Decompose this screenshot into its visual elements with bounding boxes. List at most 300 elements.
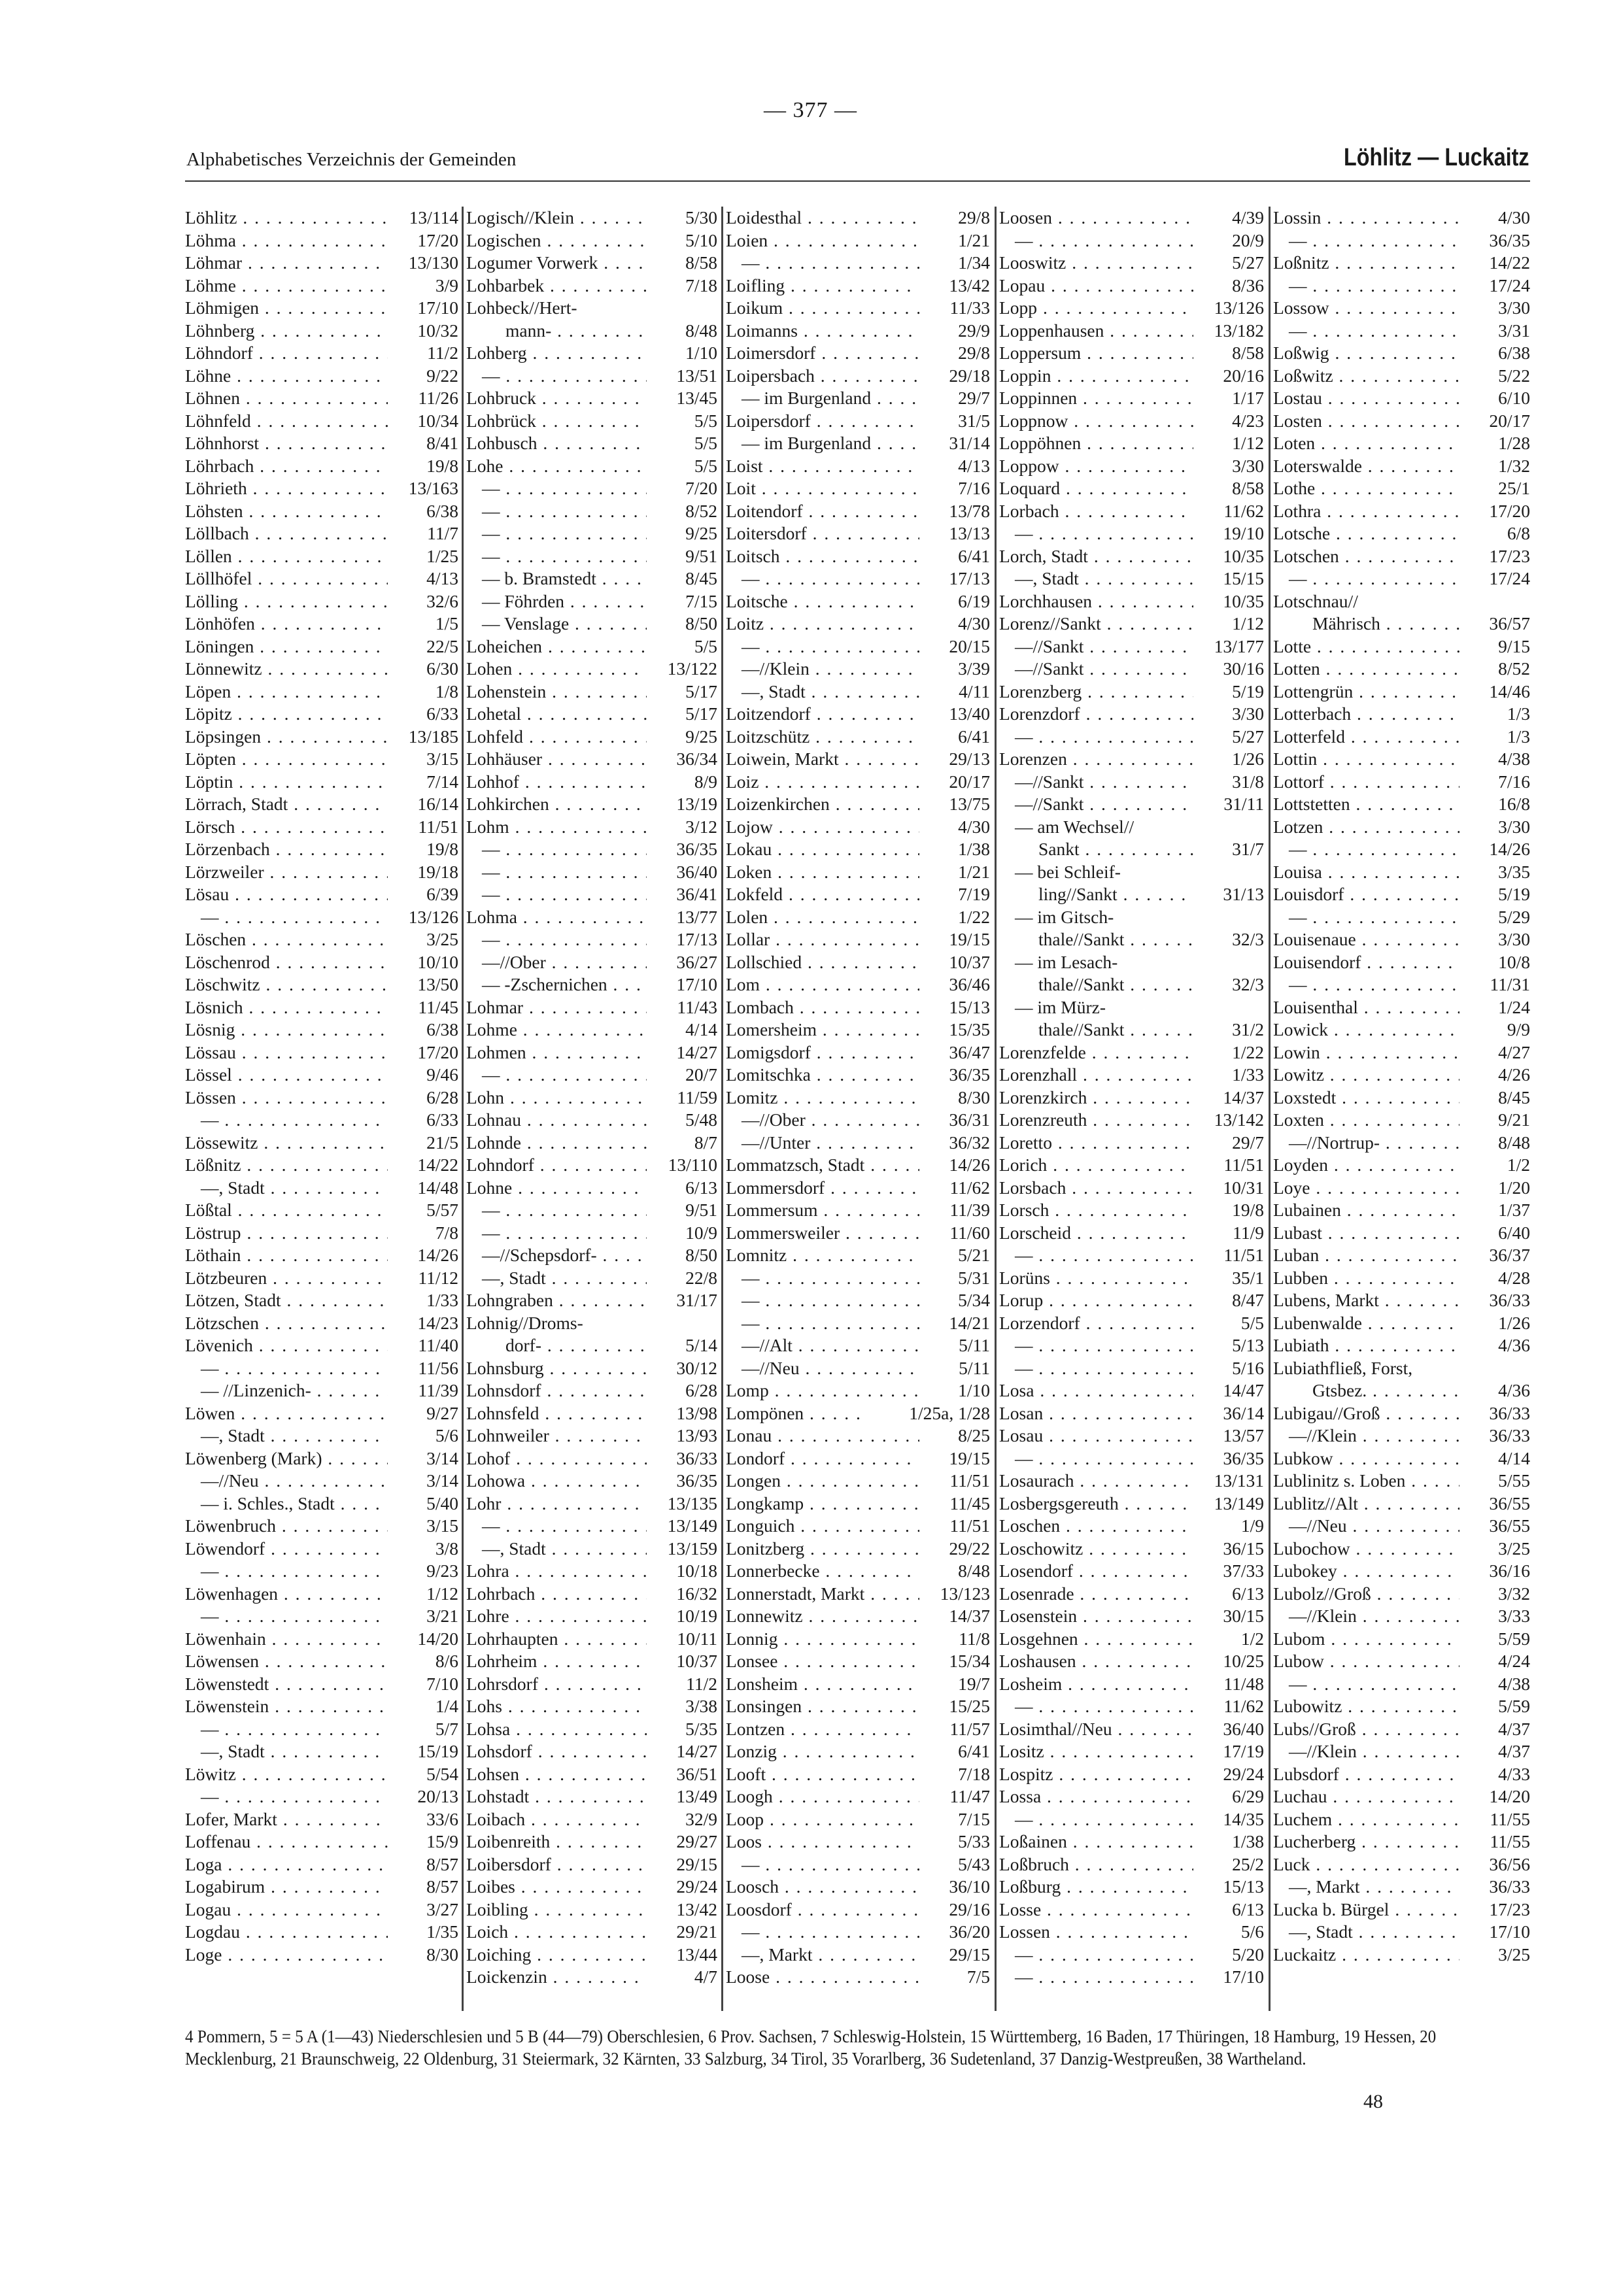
entry-name: Lopau . . .: [999, 275, 1193, 297]
entry-reference: 11/51: [1223, 1155, 1264, 1175]
entry-reference: 17/20: [1489, 500, 1530, 521]
entry-name: Loifling . . .: [726, 275, 919, 297]
entry-reference: 5/30: [685, 207, 717, 228]
entry-reference: 4/26: [1498, 1064, 1530, 1085]
entry-name: Löhne . . .: [185, 365, 388, 388]
entry-reference: 8/57: [426, 1876, 458, 1897]
entry-name: Lohrsdorf . . .: [466, 1673, 647, 1696]
entry-name: Luban . . .: [1273, 1244, 1459, 1267]
index-entry: [466, 1650, 717, 1673]
index-entry: [1273, 590, 1530, 613]
index-entry: [1273, 207, 1530, 229]
entry-reference: 13/142: [1214, 1109, 1264, 1130]
index-entry: [1273, 1763, 1530, 1786]
index-entry: [726, 996, 990, 1019]
entry-reference: 6/41: [958, 1741, 990, 1761]
index-entry: [185, 1041, 458, 1064]
entry-reference: 7/15: [958, 1808, 990, 1829]
entry-name: Lohnig//Droms-: [466, 1312, 583, 1333]
entry-name: Lötzen, Stadt . . .: [185, 1289, 388, 1312]
entry-name: Lothe . . .: [1273, 477, 1459, 500]
entry-name: Lottengrün . . .: [1273, 681, 1459, 703]
entry-name: Löhma . . .: [185, 229, 388, 252]
entry-name: — . . .: [185, 1560, 388, 1583]
entry-reference: 36/35: [676, 1470, 717, 1491]
entry-name: —//Unter . . .: [726, 1132, 919, 1155]
entry-name: Lucka b. Bürgel . . .: [1273, 1899, 1459, 1921]
entry-name: Loppöhnen . . .: [999, 432, 1193, 455]
index-entry: [726, 1334, 990, 1357]
entry-name: Lossa . . .: [999, 1785, 1193, 1808]
index-entry: [726, 883, 990, 906]
entry-name: Lopp . . .: [999, 297, 1193, 320]
entry-name: — . . .: [726, 1312, 919, 1335]
entry-reference: 13/42: [676, 1899, 717, 1919]
entry-name: Lospitz . . .: [999, 1763, 1193, 1786]
entry-name: Louisa . . .: [1273, 861, 1459, 884]
index-entry: [466, 1425, 717, 1447]
entry-reference: 1/3: [1507, 726, 1530, 747]
entry-reference: 7/16: [1498, 771, 1530, 792]
entry-reference: 1/33: [1232, 1064, 1264, 1085]
entry-reference: 5/5: [1240, 1312, 1264, 1333]
entry-reference: 21/5: [426, 1132, 458, 1153]
entry-name: Lokau . . .: [726, 838, 919, 861]
index-entry: [185, 1222, 458, 1245]
index-entry: [1273, 861, 1530, 884]
index-entry: [999, 726, 1264, 749]
index-entry: [466, 229, 717, 252]
index-entry: [999, 1493, 1264, 1515]
index-entry: [999, 996, 1264, 1019]
index-entry: [726, 1019, 990, 1041]
index-entry: [466, 500, 717, 523]
entry-reference: 15/15: [1223, 568, 1264, 588]
entry-name: Losten . . .: [1273, 410, 1459, 433]
index-entry: [726, 1199, 990, 1222]
index-entry: [1273, 1740, 1530, 1763]
entry-name: Lohmar . . .: [466, 996, 647, 1019]
index-entry: [1273, 1921, 1530, 1944]
entry-reference: 19/10: [1223, 523, 1264, 543]
entry-reference: 13/98: [676, 1402, 717, 1423]
entry-reference: 11/43: [677, 996, 717, 1017]
entry-name: dorf- . . .: [466, 1334, 647, 1357]
entry-reference: 6/28: [426, 1087, 458, 1107]
index-entry: [466, 275, 717, 297]
index-entry: [466, 838, 717, 861]
entry-reference: 6/19: [958, 590, 990, 611]
entry-name: Loibling . . .: [466, 1899, 647, 1921]
entry-name: Lohbruck . . .: [466, 387, 647, 410]
index-entry: [466, 1267, 717, 1290]
entry-name: Lohne . . .: [466, 1177, 647, 1200]
index-entry: [466, 1763, 717, 1786]
entry-reference: 5/22: [1498, 365, 1530, 386]
entry-name: Lohetal . . .: [466, 703, 647, 726]
index-entry: [999, 590, 1264, 613]
entry-name: Lötzschen . . .: [185, 1312, 388, 1335]
index-entry: [185, 590, 458, 613]
entry-name: — . . .: [185, 1785, 388, 1808]
entry-name: Lowitz . . .: [1273, 1064, 1459, 1087]
index-entry: [999, 1538, 1264, 1561]
index-entry: [999, 1605, 1264, 1628]
index-entry: [999, 1515, 1264, 1538]
index-entry: [999, 816, 1264, 839]
entry-name: Lorich . . .: [999, 1154, 1193, 1177]
entry-name: Longkamp . . .: [726, 1493, 919, 1515]
entry-name: —, Stadt . . .: [999, 567, 1193, 590]
entry-name: Löwenbruch . . .: [185, 1515, 388, 1538]
index-entry: [726, 1289, 990, 1312]
entry-reference: 8/25: [958, 1425, 990, 1445]
entry-reference: 20/17: [949, 771, 990, 792]
index-entry: [726, 1109, 990, 1132]
index-entry: [726, 1695, 990, 1718]
entry-name: —//Klein . . .: [726, 658, 919, 681]
index-entry: [1273, 1357, 1530, 1380]
index-entry: [466, 1109, 717, 1132]
entry-name: Loitsch . . .: [726, 545, 919, 568]
entry-reference: [1193, 906, 1264, 929]
index-entry: [185, 726, 458, 749]
entry-name: Luchem . . .: [1273, 1808, 1459, 1831]
entry-reference: 3/30: [1232, 455, 1264, 476]
entry-reference: 11/39: [949, 1200, 990, 1220]
index-entry: [999, 1041, 1264, 1064]
entry-name: Lötzbeuren . . .: [185, 1267, 388, 1290]
entry-name: Longen . . .: [726, 1470, 919, 1493]
entry-reference: 1/26: [1232, 749, 1264, 769]
entry-reference: 15/25: [949, 1696, 990, 1716]
entry-reference: 6/30: [426, 658, 458, 679]
index-entry: [185, 951, 458, 974]
index-entry: [466, 1019, 717, 1041]
entry-name: Lonnerstadt, Markt . . .: [726, 1583, 919, 1606]
index-entry: [466, 477, 717, 500]
entry-reference: 7/8: [435, 1222, 458, 1243]
index-entry: [726, 1064, 990, 1087]
index-entry: [185, 1515, 458, 1538]
entry-name: Lonsee . . .: [726, 1650, 919, 1673]
entry-name: Lolen . . .: [726, 906, 919, 929]
entry-reference: 1/22: [1232, 1041, 1264, 1062]
entry-name: — . . .: [466, 1064, 647, 1087]
index-entry: [185, 1763, 458, 1786]
entry-name: Loge . . .: [185, 1944, 388, 1967]
index-entry: [185, 1650, 458, 1673]
entry-reference: 5/11: [959, 1335, 990, 1355]
entry-name: Logischen . . .: [466, 229, 647, 252]
index-entry: [1273, 252, 1530, 275]
entry-reference: 6/39: [426, 884, 458, 904]
entry-reference: 13/77: [676, 906, 717, 927]
entry-reference: 1/5: [435, 613, 458, 633]
entry-name: Lohs . . .: [466, 1695, 647, 1718]
entry-name: —, Markt . . .: [726, 1944, 919, 1967]
entry-name: Löhmar . . .: [185, 252, 388, 275]
entry-name: —//Neu . . .: [1273, 1515, 1459, 1538]
index-entry: [999, 973, 1264, 996]
entry-name: —//Nortrup- . . .: [1273, 1132, 1459, 1155]
entry-reference: 3/25: [426, 929, 458, 949]
entry-reference: 13/130: [408, 252, 458, 273]
entry-reference: 5/6: [1240, 1921, 1264, 1942]
entry-name: Lohen . . .: [466, 658, 647, 681]
entry-name: Lohma . . .: [466, 906, 647, 929]
index-entry: [999, 1199, 1264, 1222]
entry-reference: 13/126: [1214, 297, 1264, 318]
entry-reference: 9/21: [1498, 1109, 1530, 1130]
entry-name: Lompönen . . .: [726, 1402, 863, 1425]
entry-name: — . . .: [999, 229, 1193, 252]
entry-reference: 13/19: [676, 794, 717, 814]
entry-reference: [647, 1312, 717, 1335]
index-entry: [1273, 996, 1530, 1019]
entry-reference: 19/8: [1232, 1200, 1264, 1220]
index-entry: [466, 320, 717, 343]
entry-name: —, Stadt . . .: [185, 1177, 388, 1200]
index-entry: [1273, 455, 1530, 478]
entry-reference: 1/12: [426, 1583, 458, 1604]
index-entry: [726, 793, 990, 816]
entry-name: Lotten . . .: [1273, 658, 1459, 681]
entry-name: Lottin . . .: [1273, 748, 1459, 771]
entry-name: Löschen . . .: [185, 928, 388, 951]
entry-reference: 9/51: [685, 545, 717, 566]
entry-name: Lövenich . . .: [185, 1334, 388, 1357]
entry-name: Lowin . . .: [1273, 1041, 1459, 1064]
entry-name: Lönnewitz . . .: [185, 658, 388, 681]
entry-name: — . . .: [466, 522, 647, 545]
entry-name: Löhsten . . .: [185, 500, 388, 523]
entry-name: —//Ober . . .: [466, 951, 647, 974]
index-entry: [466, 1244, 717, 1267]
entry-reference: 11/48: [1223, 1673, 1264, 1694]
entry-reference: 17/10: [417, 297, 458, 318]
entry-name: Loshausen . . .: [999, 1650, 1193, 1673]
entry-reference: 6/40: [1498, 1222, 1530, 1243]
index-entry: [466, 1312, 717, 1335]
entry-reference: 3/30: [1232, 703, 1264, 724]
entry-reference: 29/27: [676, 1831, 717, 1851]
entry-reference: 11/51: [949, 1470, 990, 1491]
entry-reference: 13/126: [408, 906, 458, 927]
entry-name: — . . .: [185, 906, 388, 929]
index-entry: [466, 1944, 717, 1967]
entry-reference: 6/33: [426, 1109, 458, 1130]
entry-name: Löwensen . . .: [185, 1650, 388, 1673]
index-entry: [726, 928, 990, 951]
entry-name: — . . .: [466, 861, 647, 884]
entry-name: Lörzenbach . . .: [185, 838, 388, 861]
entry-name: — Venslage . . .: [466, 613, 647, 635]
entry-reference: 14/48: [417, 1177, 458, 1198]
entry-reference: 14/35: [1223, 1808, 1264, 1829]
index-entry: [1273, 275, 1530, 297]
entry-reference: 9/15: [1498, 635, 1530, 656]
entry-name: Lofer, Markt . . .: [185, 1808, 388, 1831]
index-entry: [726, 252, 990, 275]
entry-reference: 13/177: [1214, 635, 1264, 656]
index-entry: [999, 207, 1264, 229]
index-entry: [185, 320, 458, 343]
index-entry: [466, 951, 717, 974]
entry-reference: 6/38: [1498, 343, 1530, 363]
entry-reference: 5/5: [694, 410, 717, 431]
entry-name: — . . .: [999, 522, 1193, 545]
entry-reference: 1/10: [685, 343, 717, 363]
index-entry: [999, 703, 1264, 726]
entry-reference: 15/35: [949, 1019, 990, 1039]
entry-name: Lubigau//Groß . . .: [1273, 1402, 1459, 1425]
index-entry: [726, 432, 990, 455]
entry-name: Lommersum . . .: [726, 1199, 919, 1222]
entry-name: Lohenstein . . .: [466, 681, 647, 703]
entry-name: —//Klein . . .: [1273, 1740, 1459, 1763]
entry-reference: [1459, 1357, 1530, 1380]
entry-reference: 5/14: [685, 1335, 717, 1355]
index-entry: [999, 1853, 1264, 1876]
entry-reference: 10/8: [1498, 951, 1530, 972]
entry-name: Löwen . . .: [185, 1402, 388, 1425]
entry-name: Löwenstein . . .: [185, 1695, 388, 1718]
index-entry: [466, 1785, 717, 1808]
entry-name: Lorch, Stadt . . .: [999, 545, 1193, 568]
entry-reference: 14/20: [417, 1628, 458, 1649]
entry-reference: 11/47: [949, 1786, 990, 1806]
index-entry: [1273, 1154, 1530, 1177]
index-entry: [185, 1109, 458, 1132]
entry-reference: 11/62: [1223, 500, 1264, 521]
entry-reference: 25/1: [1498, 478, 1530, 498]
entry-reference: 6/38: [426, 500, 458, 521]
entry-reference: 3/12: [685, 816, 717, 837]
entry-reference: 9/25: [685, 726, 717, 747]
index-entry: [726, 1515, 990, 1538]
entry-reference: 8/57: [426, 1853, 458, 1874]
index-entry: [999, 1808, 1264, 1831]
index-entry: [466, 1740, 717, 1763]
entry-reference: 3/14: [426, 1447, 458, 1468]
index-entry: [1273, 297, 1530, 320]
entry-name: Lorzendorf . . .: [999, 1312, 1193, 1335]
index-entry: [466, 1515, 717, 1538]
entry-reference: 14/27: [676, 1041, 717, 1062]
entry-reference: 35/1: [1232, 1267, 1264, 1288]
entry-name: — im Mürz-: [1015, 996, 1106, 1017]
entry-name: —, Stadt . . .: [185, 1740, 388, 1763]
index-entry: [726, 590, 990, 613]
index-entry: [1273, 1899, 1530, 1921]
entry-name: Lößtal . . .: [185, 1199, 388, 1222]
entry-name: thale//Sankt . . .: [999, 1019, 1193, 1041]
entry-reference: 5/27: [1232, 252, 1264, 273]
index-entry: [726, 1763, 990, 1786]
entry-name: — . . .: [726, 252, 919, 275]
entry-name: Loitersdorf . . .: [726, 522, 919, 545]
entry-name: Lohnsdorf . . .: [466, 1379, 647, 1402]
index-entry: [999, 1695, 1264, 1718]
entry-name: Lossow . . .: [1273, 297, 1459, 320]
entry-reference: 19/7: [958, 1673, 990, 1694]
entry-reference: 5/40: [426, 1493, 458, 1513]
entry-reference: 13/123: [940, 1583, 990, 1604]
entry-reference: 8/58: [1232, 478, 1264, 498]
entry-reference: 31/5: [958, 410, 990, 431]
entry-name: Lotschnau//: [1273, 590, 1358, 611]
index-entry: [185, 861, 458, 884]
index-entry: [466, 1628, 717, 1651]
index-entry: [726, 365, 990, 388]
index-entry: [185, 1177, 458, 1200]
index-entry: [1273, 1944, 1530, 1967]
index-entry: [466, 1695, 717, 1718]
entry-reference: 29/7: [958, 388, 990, 408]
entry-name: Losaurach . . .: [999, 1470, 1193, 1493]
entry-name: Lohof . . .: [466, 1447, 647, 1470]
entry-name: —, Stadt . . .: [185, 1425, 388, 1447]
page-number: — 377 —: [764, 98, 857, 122]
index-entry: [726, 613, 990, 635]
index-entry: [185, 1831, 458, 1853]
index-entry: [999, 658, 1264, 681]
entry-reference: 11/2: [427, 343, 458, 363]
index-entry: [1273, 1876, 1530, 1899]
index-entry: [1273, 816, 1530, 839]
entry-reference: 1/22: [958, 906, 990, 927]
entry-name: Lohngraben . . .: [466, 1289, 647, 1312]
entry-reference: 5/5: [694, 455, 717, 476]
index-entry: [999, 275, 1264, 297]
index-entry: [185, 1944, 458, 1967]
index-entry: [466, 455, 717, 478]
index-entry: [466, 613, 717, 635]
entry-reference: 4/30: [1498, 207, 1530, 228]
index-column-2: [466, 207, 717, 1989]
entry-reference: 5/17: [685, 703, 717, 724]
index-entry: [726, 1808, 990, 1831]
index-entry: [1273, 1673, 1530, 1696]
index-entry: [999, 1944, 1264, 1967]
entry-reference: 36/20: [949, 1921, 990, 1942]
entry-name: Loist . . .: [726, 455, 919, 478]
entry-reference: 1/34: [958, 252, 990, 273]
entry-name: Loibach . . .: [466, 1808, 647, 1831]
entry-name: — . . .: [999, 1357, 1193, 1380]
index-entry: [999, 1966, 1264, 1989]
entry-name: —//Klein . . .: [1273, 1425, 1459, 1447]
index-entry: [999, 1244, 1264, 1267]
index-entry: [185, 1087, 458, 1109]
index-entry: [726, 545, 990, 568]
entry-name: Lottstetten . . .: [1273, 793, 1459, 816]
index-entry: [726, 1921, 990, 1944]
entry-name: Lossen . . .: [999, 1921, 1193, 1944]
entry-name: — . . .: [999, 1966, 1193, 1989]
entry-name: Löstrup . . .: [185, 1222, 388, 1245]
index-entry: [185, 1921, 458, 1944]
index-entry: [1273, 771, 1530, 794]
index-entry: [185, 928, 458, 951]
index-entry: [999, 252, 1264, 275]
entry-reference: 1/2: [1507, 1155, 1530, 1175]
entry-reference: 32/3: [1232, 929, 1264, 949]
entry-reference: 36/14: [1223, 1402, 1264, 1423]
index-entry: [1273, 1447, 1530, 1470]
entry-reference: 17/10: [676, 974, 717, 994]
